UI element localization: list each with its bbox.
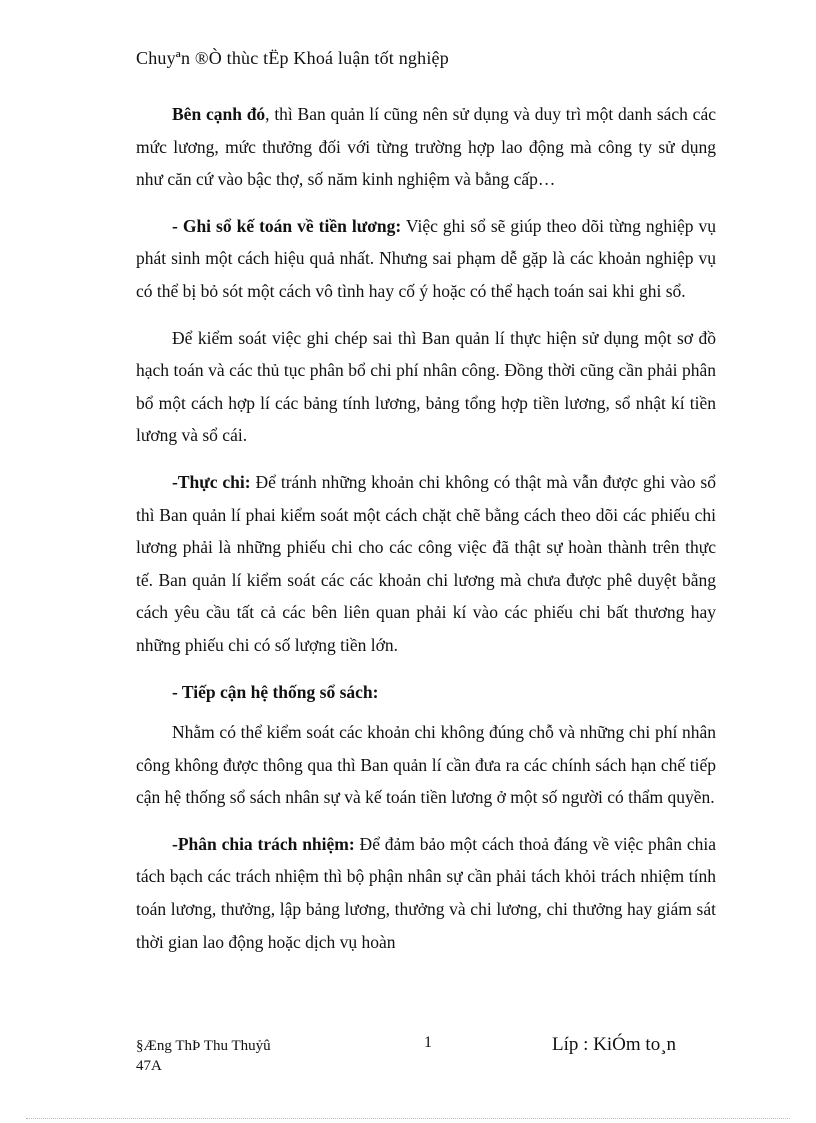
paragraph-1-lead: Bên cạnh đó xyxy=(172,104,266,124)
paragraph-4-lead: -Thực chi: xyxy=(172,471,251,492)
paragraph-5-heading xyxy=(136,676,716,709)
paragraph-4 xyxy=(136,466,716,662)
footer-class-code: 47A xyxy=(136,1058,162,1074)
paragraph-6-text: Nhằm có thể kiểm soát các khoản chi không đúng chỗ và những chi phí nhân công không được thông qua thì Ban quản lí cần đưa ra các chính sách hạn chế tiếp cận hệ thống sổ sách nhân sự và kế toán tiền lương ở một số người có thẩm quyền. xyxy=(136,722,716,808)
footer-author-suffix: û xyxy=(263,1038,271,1054)
paragraph-6 xyxy=(136,716,716,814)
paragraph-1-text: , thì Ban quản lí cũng nên sử dụng và duy trì một danh sách các mức lương, mức thưởng đối với từng trường hợp lao động mà công ty sử dụng như căn cứ vào bậc thợ, số năm kinh nghiệm và bằng cấp… xyxy=(136,104,716,190)
page-bottom-divider xyxy=(26,1118,790,1119)
footer-author-name: §Æng ThÞ Thu Thuỷ xyxy=(136,1038,264,1054)
paragraph-7-text: Để đảm bảo một cách thoả đáng về việc phân chia tách bạch các trách nhiệm thì bộ phận nhân sự cần phải tách khỏi trách nhiệm tính toán lương, thưởng, lập bảng lương, thưởng và chi lương, chi thưởng hay giám sát thời gian lao động hoặc dịch vụ hoàn xyxy=(136,833,716,952)
page-header: Chuyªn ®Ò thùc tËp Khoá luận tốt nghiệp xyxy=(136,48,449,68)
document-body xyxy=(136,98,716,972)
paragraph-2 xyxy=(136,210,716,308)
paragraph-7-lead: -Phân chia trách nhiệm: xyxy=(172,833,355,854)
page-number: 1 xyxy=(424,1034,432,1051)
paragraph-3-text: Để kiểm soát việc ghi chép sai thì Ban quản lí thực hiện sử dụng một sơ đồ hạch toán và các thủ tục phân bổ chi phí nhân công. Đồng thời cũng cần phải phân bổ một cách hợp lí các bảng tính lương, bảng tổng hợp tiền lương, sổ nhật kí tiền lương và sổ cái. xyxy=(136,327,716,446)
paragraph-7 xyxy=(136,828,716,958)
footer-author-block xyxy=(136,1036,271,1076)
paragraph-1 xyxy=(136,98,716,196)
footer-author xyxy=(136,1036,271,1056)
paragraph-3 xyxy=(136,322,716,452)
paragraph-5-lead: - Tiếp cận hệ thống sổ sách: xyxy=(172,681,379,702)
paragraph-2-lead: - Ghi sổ kế toán về tiền lương: xyxy=(172,215,402,236)
paragraph-4-text: Để tránh những khoản chi không có thật mà vẫn được ghi vào sổ thì Ban quản lí phai kiểm soát một cách chặt chẽ bằng cách theo dõi các phiếu chi lương phải là những phiếu chi cho các công việc đã thật sự hoàn thành trên thực tế. Ban quản lí kiểm soát các các khoản chi lương mà chưa được phê duyệt bằng cách yêu cầu tất cả các bên liên quan phải kí vào các phiếu chi bất thương hay những phiếu chi có số lượng tiền lớn. xyxy=(136,471,716,655)
footer-class-label: Líp : KiÓm to¸n xyxy=(552,1034,677,1055)
paragraph-2-text: Việc ghi sổ sẽ giúp theo dõi từng nghiệp vụ phát sinh một cách hiệu quả nhất. Nhưng sai phạm dễ gặp là các khoản nghiệp vụ có thể bị bỏ sót một cách vô tình hay cố ý hoặc có thể hạch toán sai khi ghi sổ. xyxy=(136,215,716,301)
